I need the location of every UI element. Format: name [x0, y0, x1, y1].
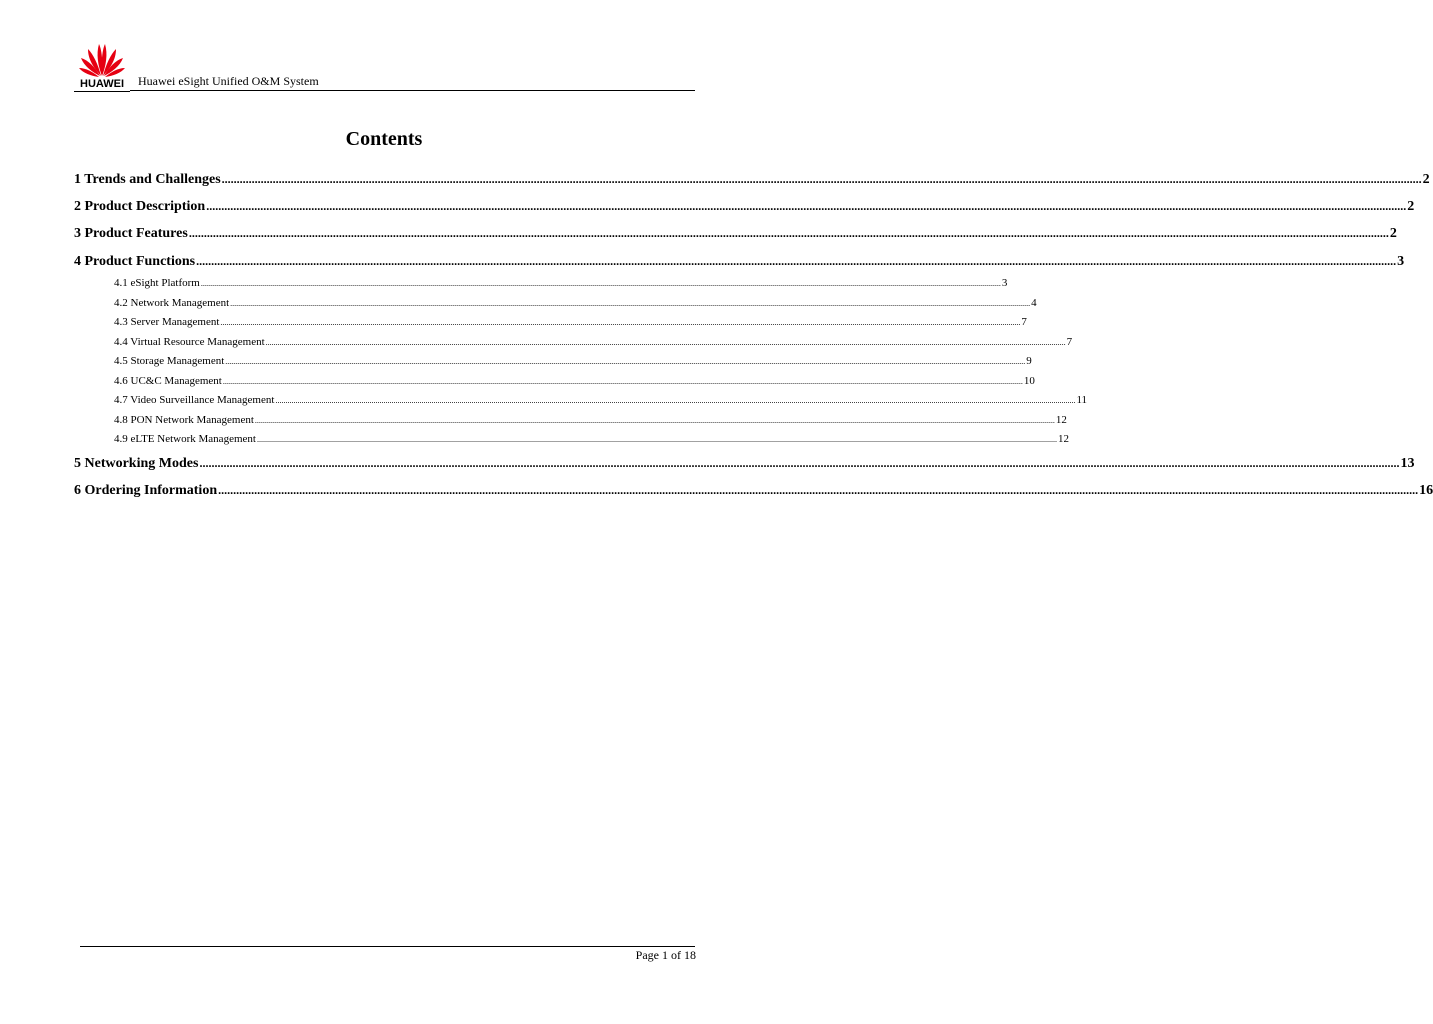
- toc-entry-page: 12: [1055, 414, 1067, 426]
- contents-title: Contents: [345, 128, 423, 150]
- toc-entry-page: 2: [1422, 172, 1430, 187]
- toc-entry[interactable]: [74, 254, 1405, 274]
- toc-entry-title: 4.6 UC&C Management: [114, 375, 222, 387]
- toc-entry-page: 7: [1021, 316, 1027, 328]
- huawei-petal-logo-icon: [78, 40, 126, 78]
- toc-leader-dots: ................................................................................................................................................................................................................................................................................................................................................................................................................: [200, 279, 1001, 288]
- toc-leader-dots: ................................................................................................................................................................................................................................................................................................................................................................................................................: [196, 254, 1397, 268]
- toc-entry[interactable]: [74, 199, 1415, 219]
- header-title: Huawei eSight Unified O&M System: [138, 74, 319, 88]
- toc-leader-dots: ................................................................................................................................................................................................................................................................................................................................................................................................................: [220, 318, 1021, 327]
- toc-leader-dots: ................................................................................................................................................................................................................................................................................................................................................................................................................: [222, 377, 1023, 386]
- toc-entry-title: 1 Trends and Challenges: [74, 172, 221, 187]
- toc-entry-title: 5 Networking Modes: [74, 456, 199, 471]
- toc-entry-page: 11: [1076, 394, 1088, 406]
- toc-leader-dots: ................................................................................................................................................................................................................................................................................................................................................................................................................: [206, 199, 1407, 213]
- toc-entry-page: 13: [1400, 456, 1415, 471]
- toc-entry-page: 2: [1407, 199, 1415, 214]
- huawei-logo: [74, 40, 130, 92]
- toc-leader-dots: ................................................................................................................................................................................................................................................................................................................................................................................................................: [275, 396, 1076, 405]
- toc-entry[interactable]: [74, 297, 1037, 313]
- toc-leader-dots: ................................................................................................................................................................................................................................................................................................................................................................................................................: [265, 338, 1066, 347]
- toc-entry-page: 4: [1031, 297, 1037, 309]
- toc-entry-title: 4.9 eLTE Network Management: [114, 433, 256, 445]
- toc-leader-dots: ................................................................................................................................................................................................................................................................................................................................................................................................................: [230, 299, 1031, 308]
- toc-entry-page: 10: [1023, 375, 1035, 387]
- toc-entry[interactable]: [74, 414, 1067, 430]
- toc-entry-title: 4.4 Virtual Resource Management: [114, 336, 265, 348]
- toc-entry-title: 4.1 eSight Platform: [114, 277, 200, 289]
- toc-leader-dots: ................................................................................................................................................................................................................................................................................................................................................................................................................: [225, 357, 1026, 366]
- toc-entry[interactable]: [74, 172, 1430, 192]
- toc-leader-dots: ................................................................................................................................................................................................................................................................................................................................................................................................................: [256, 435, 1057, 444]
- toc-entry-title: 4.8 PON Network Management: [114, 414, 254, 426]
- page-header: [74, 40, 695, 92]
- toc-entry-title: 3 Product Features: [74, 226, 188, 241]
- toc-leader-dots: ................................................................................................................................................................................................................................................................................................................................................................................................................: [218, 483, 1419, 497]
- toc-entry-title: 4.2 Network Management: [114, 297, 230, 309]
- toc-entry[interactable]: [74, 433, 1069, 449]
- footer-divider: [80, 946, 695, 947]
- toc-entry-title: 4.7 Video Surveillance Management: [114, 394, 275, 406]
- toc-entry-title: 2 Product Description: [74, 199, 206, 214]
- toc-entry[interactable]: [74, 456, 1415, 476]
- toc-entry[interactable]: [74, 226, 1397, 246]
- toc-entry-page: 12: [1057, 433, 1069, 445]
- toc-entry-page: 7: [1066, 336, 1073, 348]
- toc-entry[interactable]: [74, 277, 1008, 293]
- toc-entry-title: 4.3 Server Management: [114, 316, 220, 328]
- toc-leader-dots: ................................................................................................................................................................................................................................................................................................................................................................................................................: [254, 416, 1055, 425]
- header-divider: [130, 90, 695, 91]
- toc-entry-title: 6 Ordering Information: [74, 483, 218, 498]
- toc-entry[interactable]: [74, 336, 1073, 352]
- toc-entry-page: 3: [1397, 254, 1405, 269]
- toc-entry[interactable]: [74, 375, 1035, 391]
- toc-leader-dots: ................................................................................................................................................................................................................................................................................................................................................................................................................: [221, 172, 1422, 186]
- logo-wordmark: HUAWEI: [80, 78, 124, 90]
- toc-entry-title: 4.5 Storage Management: [114, 355, 225, 367]
- toc-entry-page: 2: [1389, 226, 1397, 241]
- toc-leader-dots: ................................................................................................................................................................................................................................................................................................................................................................................................................: [188, 226, 1389, 240]
- header-divider-left: [74, 91, 130, 92]
- toc-entry-page: 9: [1026, 355, 1032, 367]
- toc-entry[interactable]: [74, 483, 1433, 503]
- toc-entry-title: 4 Product Functions: [74, 254, 196, 269]
- toc-leader-dots: ................................................................................................................................................................................................................................................................................................................................................................................................................: [199, 456, 1400, 470]
- toc-entry[interactable]: [74, 316, 1027, 332]
- page-number: Page 1 of 18: [635, 948, 696, 962]
- toc-entry-page: 16: [1419, 483, 1433, 498]
- toc-entry[interactable]: [74, 355, 1032, 371]
- toc-entry-page: 3: [1001, 277, 1008, 289]
- toc-entry[interactable]: [74, 394, 1088, 410]
